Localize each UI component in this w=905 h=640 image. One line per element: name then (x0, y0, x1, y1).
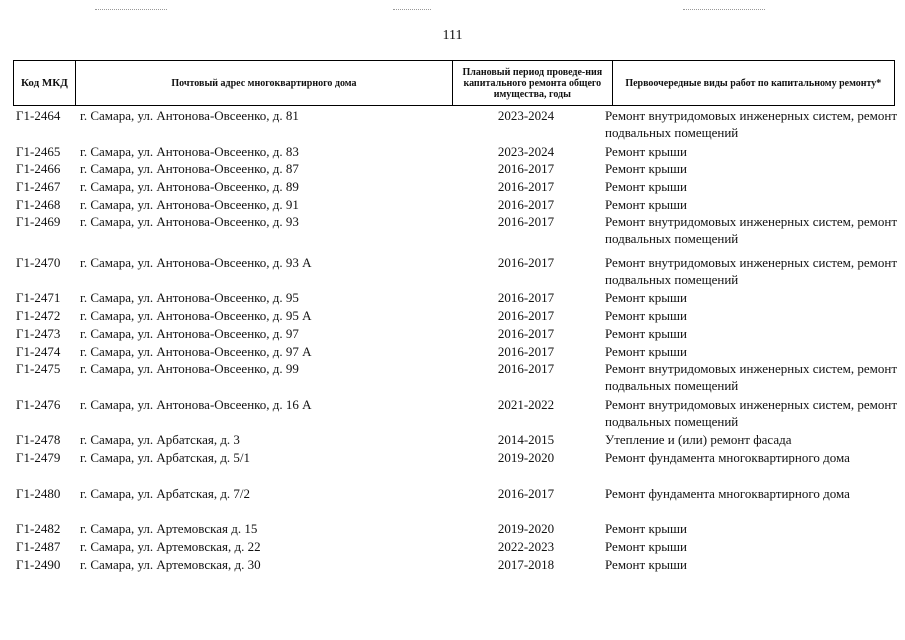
row-address: г. Самара, ул. Антонова-Овсеенко, д. 16 А (80, 397, 312, 412)
row-works: Утепление и (или) ремонт фасада (605, 432, 792, 447)
row-code: Г1-2468 (16, 197, 61, 212)
header-address: Почтовый адрес многоквартирного дома (76, 61, 453, 105)
row-code: Г1-2487 (16, 539, 61, 554)
row-period: 2016-2017 (497, 486, 555, 501)
row-period: 2017-2018 (497, 557, 555, 572)
row-code: Г1-2464 (16, 108, 61, 123)
row-code: Г1-2474 (16, 344, 61, 359)
row-period: 2023-2024 (497, 144, 555, 159)
scan-top-marks (0, 9, 905, 13)
row-code: Г1-2470 (16, 255, 61, 270)
row-period: 2016-2017 (497, 179, 555, 194)
row-address: г. Самара, ул. Арбатская, д. 7/2 (80, 486, 251, 501)
row-works: Ремонт крыши (605, 179, 687, 194)
row-works: Ремонт внутридомовых инженерных систем, ремонт подвальных помещений (605, 255, 898, 287)
row-address: г. Самара, ул. Антонова-Овсеенко, д. 87 (80, 161, 299, 176)
row-works: Ремонт внутридомовых инженерных систем, ремонт подвальных помещений (605, 214, 898, 246)
header-code: Код МКД (14, 61, 76, 105)
table-header (13, 60, 895, 106)
row-address: г. Самара, ул. Антонова-Овсеенко, д. 93 (80, 214, 299, 229)
row-code: Г1-2467 (16, 179, 61, 194)
row-works: Ремонт крыши (605, 344, 687, 359)
row-address: г. Самара, ул. Артемовская, д. 22 (80, 539, 261, 554)
row-period: 2016-2017 (497, 308, 555, 323)
row-works: Ремонт крыши (605, 521, 687, 536)
row-works: Ремонт внутридомовых инженерных систем, ремонт подвальных помещений (605, 361, 898, 393)
row-works: Ремонт крыши (605, 308, 687, 323)
row-code: Г1-2479 (16, 450, 61, 465)
row-code: Г1-2482 (16, 521, 61, 536)
row-works: Ремонт фундамента многоквартирного дома (605, 450, 850, 465)
row-works: Ремонт крыши (605, 144, 687, 159)
row-address: г. Самара, ул. Арбатская, д. 3 (80, 432, 240, 447)
row-code: Г1-2466 (16, 161, 61, 176)
row-code: Г1-2465 (16, 144, 61, 159)
row-works: Ремонт внутридомовых инженерных систем, ремонт подвальных помещений (605, 108, 898, 140)
row-works: Ремонт крыши (605, 557, 687, 572)
row-code: Г1-2469 (16, 214, 61, 229)
row-code: Г1-2475 (16, 361, 61, 376)
row-period: 2016-2017 (497, 255, 555, 270)
row-address: г. Самара, ул. Арбатская, д. 5/1 (80, 450, 251, 465)
row-code: Г1-2478 (16, 432, 61, 447)
row-address: г. Самара, ул. Артемовская д. 15 (80, 521, 258, 536)
row-address: г. Самара, ул. Антонова-Овсеенко, д. 83 (80, 144, 299, 159)
header-works: Первоочередные виды работ по капитальному ремонту* (625, 77, 882, 89)
row-period: 2016-2017 (497, 361, 555, 376)
row-code: Г1-2473 (16, 326, 61, 341)
row-works: Ремонт внутридомовых инженерных систем, ремонт подвальных помещений (605, 397, 898, 429)
row-address: г. Самара, ул. Антонова-Овсеенко, д. 91 (80, 197, 299, 212)
header-period: Плановый период проведе-ния капитального ремонта общего имущества, годы (453, 61, 613, 105)
row-period: 2016-2017 (497, 197, 555, 212)
row-address: г. Самара, ул. Антонова-Овсеенко, д. 97 А (80, 344, 312, 359)
row-period: 2022-2023 (497, 539, 555, 554)
row-period: 2019-2020 (497, 450, 555, 465)
row-address: г. Самара, ул. Артемовская, д. 30 (80, 557, 261, 572)
row-period: 2016-2017 (497, 214, 555, 229)
row-period: 2016-2017 (497, 326, 555, 341)
row-address: г. Самара, ул. Антонова-Овсеенко, д. 81 (80, 108, 299, 123)
row-period: 2021-2022 (497, 397, 555, 412)
row-works: Ремонт крыши (605, 197, 687, 212)
page-number: 111 (442, 28, 463, 43)
row-works: Ремонт крыши (605, 539, 687, 554)
row-period: 2023-2024 (497, 108, 555, 123)
row-code: Г1-2471 (16, 290, 61, 305)
row-works: Ремонт фундамента многоквартирного дома (605, 486, 850, 501)
row-address: г. Самара, ул. Антонова-Овсеенко, д. 97 (80, 326, 299, 341)
row-period: 2016-2017 (497, 161, 555, 176)
row-period: 2019-2020 (497, 521, 555, 536)
row-code: Г1-2490 (16, 557, 61, 572)
row-address: г. Самара, ул. Антонова-Овсеенко, д. 89 (80, 179, 299, 194)
row-address: г. Самара, ул. Антонова-Овсеенко, д. 95 А (80, 308, 312, 323)
row-works: Ремонт крыши (605, 161, 687, 176)
row-address: г. Самара, ул. Антонова-Овсеенко, д. 99 (80, 361, 299, 376)
row-code: Г1-2472 (16, 308, 61, 323)
row-code: Г1-2480 (16, 486, 61, 501)
row-period: 2016-2017 (497, 290, 555, 305)
row-works: Ремонт крыши (605, 290, 687, 305)
row-period: 2016-2017 (497, 344, 555, 359)
row-period: 2014-2015 (497, 432, 555, 447)
row-address: г. Самара, ул. Антонова-Овсеенко, д. 95 (80, 290, 299, 305)
row-code: Г1-2476 (16, 397, 61, 412)
row-address: г. Самара, ул. Антонова-Овсеенко, д. 93 А (80, 255, 312, 270)
row-works: Ремонт крыши (605, 326, 687, 341)
